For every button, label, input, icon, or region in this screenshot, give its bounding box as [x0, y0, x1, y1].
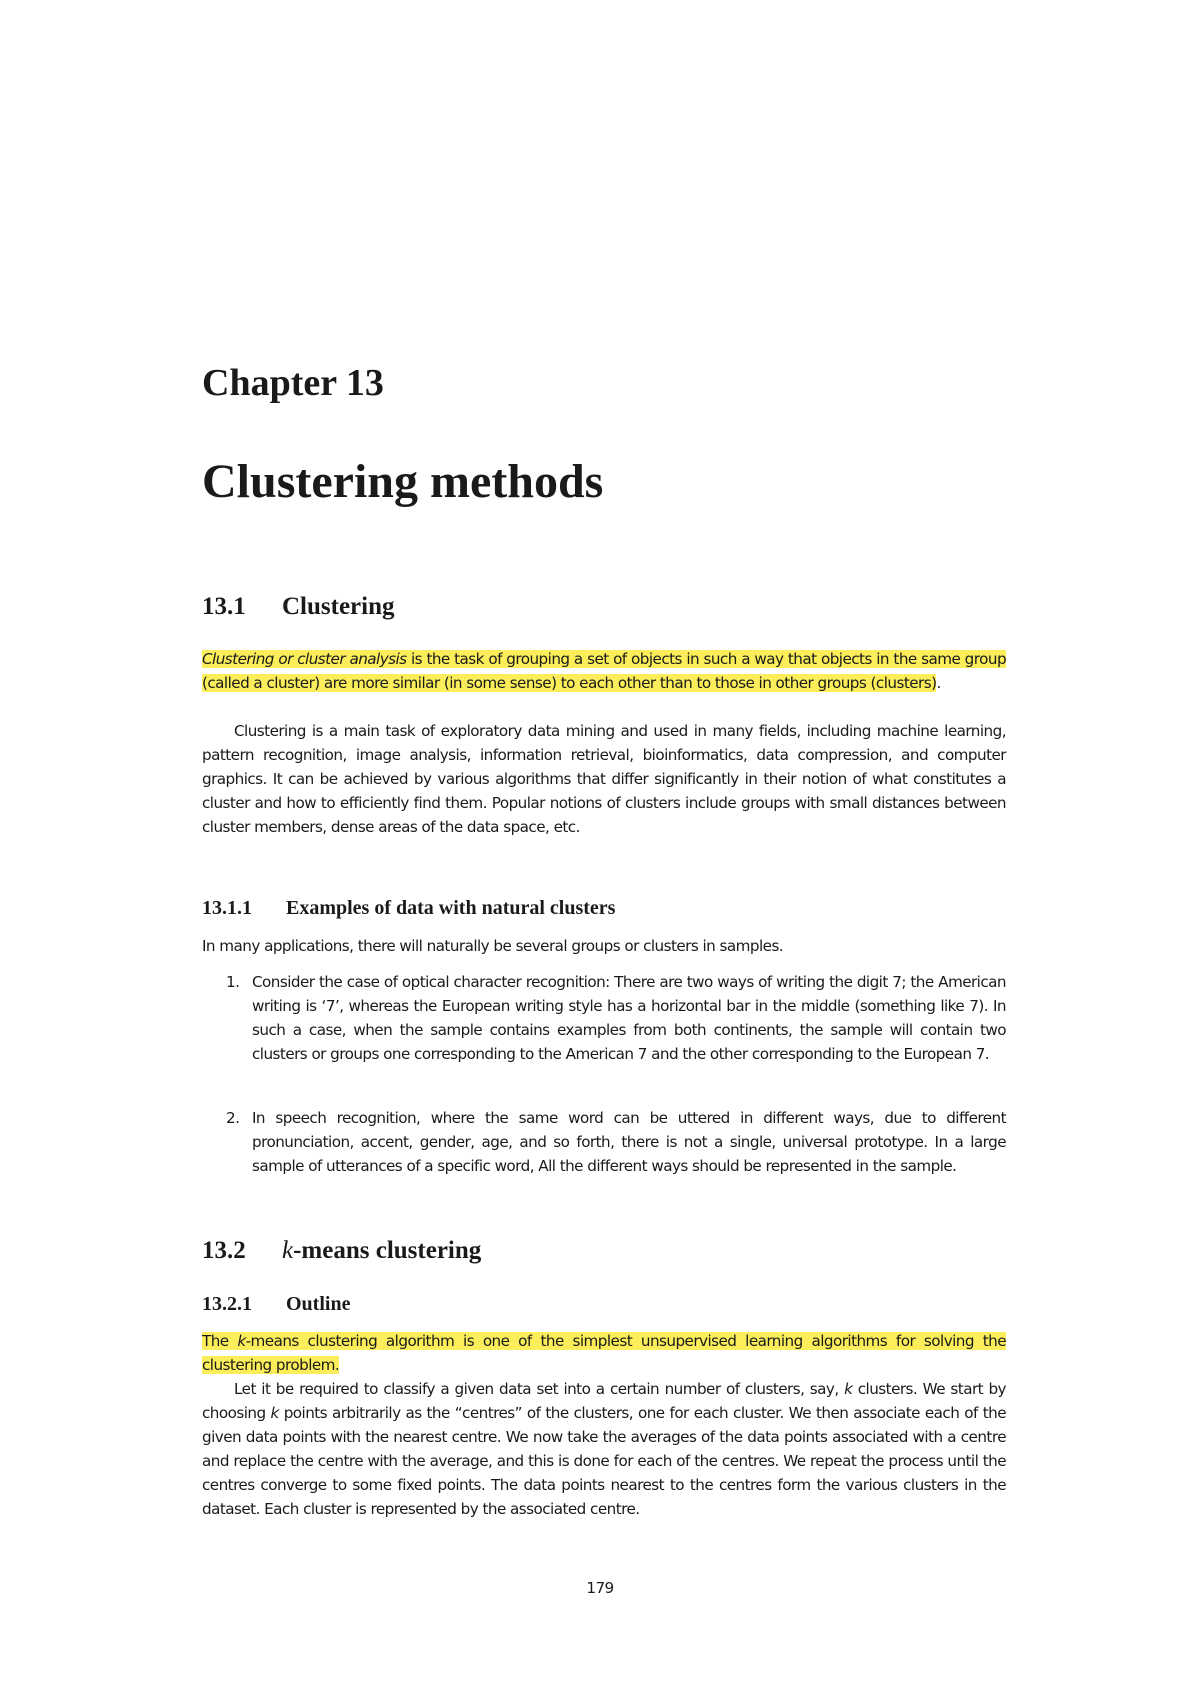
term-clustering: Clustering	[202, 650, 274, 668]
highlighted-definition	[202, 650, 1006, 692]
list-marker: 1.	[226, 973, 240, 991]
list-marker: 2.	[226, 1109, 240, 1127]
definition-end: .	[936, 674, 941, 692]
chapter-label: Chapter 13	[202, 362, 384, 404]
section-heading-13-1	[202, 594, 395, 619]
term-cluster-analysis: cluster analysis	[297, 650, 407, 668]
subsection-title: Examples of data with natural clusters	[286, 897, 616, 919]
kmeans-body-s3: points arbitrarily as the “centres” of the clusters, one for each cluster. We then associate each of the given data points with the nearest centre. We now take the averages of the data points associated with a centre and replace the centre with the average, and this is done for each of the centres. We repeat the process until the centres converge to some fixed points. The data points nearest to the centres form the various clusters in the dataset. Each cluster is represented by the associated centre.	[202, 1404, 1006, 1518]
section-title-rest: -means clustering	[293, 1237, 482, 1264]
section-number: 13.1	[202, 593, 246, 620]
definition-text: is the task of grouping a set of objects in such a way that objects in the same group (called a cluster) are more similar (in some sense) to each other than to those in other groups (clusters)	[202, 650, 1007, 692]
page-number: 179	[586, 1579, 614, 1597]
kmeans-body-s2: clusters. We start by choosing	[202, 1380, 1007, 1422]
kmeans-def-pre: The	[202, 1332, 238, 1350]
subsection-heading-13-2-1	[202, 1294, 350, 1314]
subsection-heading-13-1-1	[202, 898, 615, 918]
term-or: or	[278, 650, 293, 668]
clustering-definition-paragraph	[202, 647, 1006, 695]
kmeans-body-k1: k	[844, 1380, 853, 1398]
clustering-paragraph: Clustering is a main task of exploratory data mining and used in many fields, including machine learning, pattern recognition, image analysis, information retrieval, bioinformatics, data compression, and computer graphics. It can be achieved by various algorithms that differ significantly in their notion of what constitutes a cluster and how to efficiently find them. Popular notions of clusters include groups with small distances between cluster members, dense areas of the data space, etc.	[202, 722, 1006, 836]
list-item-text: Consider the case of optical character recognition: There are two ways of writing the digit 7; the American writing is ‘7’, whereas the European writing style has a horizontal bar in the middle (something like 7). In such a case, when the sample contains examples from both continents, the sample will contain two clusters or groups one corresponding to the American 7 and the other corresponding to the European 7.	[252, 973, 1006, 1063]
list-item	[202, 970, 1006, 1066]
subsection-number: 13.2.1	[202, 1293, 252, 1315]
list-item-text: In speech recognition, where the same word can be uttered in different ways, due to different pronunciation, accent, gender, age, and so forth, there is not a single, universal prototype. In a large sample of utterances of a specific word, All the different ways should be represented in the sample.	[252, 1109, 1006, 1175]
subsection-number: 13.1.1	[202, 897, 252, 919]
highlighted-definition	[202, 1332, 1006, 1374]
kmeans-def-rest: -means clustering algorithm is one of the simplest unsupervised learning algorithms for solving the clustering problem.	[202, 1332, 1006, 1374]
subsection-title: Outline	[286, 1293, 351, 1315]
kmeans-def-k: k	[237, 1332, 246, 1350]
kmeans-body-paragraph	[202, 1377, 1006, 1521]
section-title: Clustering	[282, 593, 395, 620]
section-heading-13-2	[202, 1238, 481, 1263]
section-title-k: k	[282, 1237, 294, 1264]
chapter-title: Clustering methods	[202, 455, 604, 508]
list-item	[202, 1106, 1006, 1178]
examples-intro: In many applications, there will naturally be several groups or clusters in samples.	[202, 937, 784, 955]
kmeans-body-s1: Let it be required to classify a given data set into a certain number of clusters, say,	[234, 1380, 845, 1398]
section-number: 13.2	[202, 1237, 246, 1264]
examples-list-item-2-wrapper	[202, 1106, 1006, 1178]
examples-list-item-1-wrapper	[202, 970, 1006, 1066]
kmeans-body-k2: k	[270, 1404, 279, 1422]
kmeans-definition-paragraph	[202, 1329, 1006, 1377]
